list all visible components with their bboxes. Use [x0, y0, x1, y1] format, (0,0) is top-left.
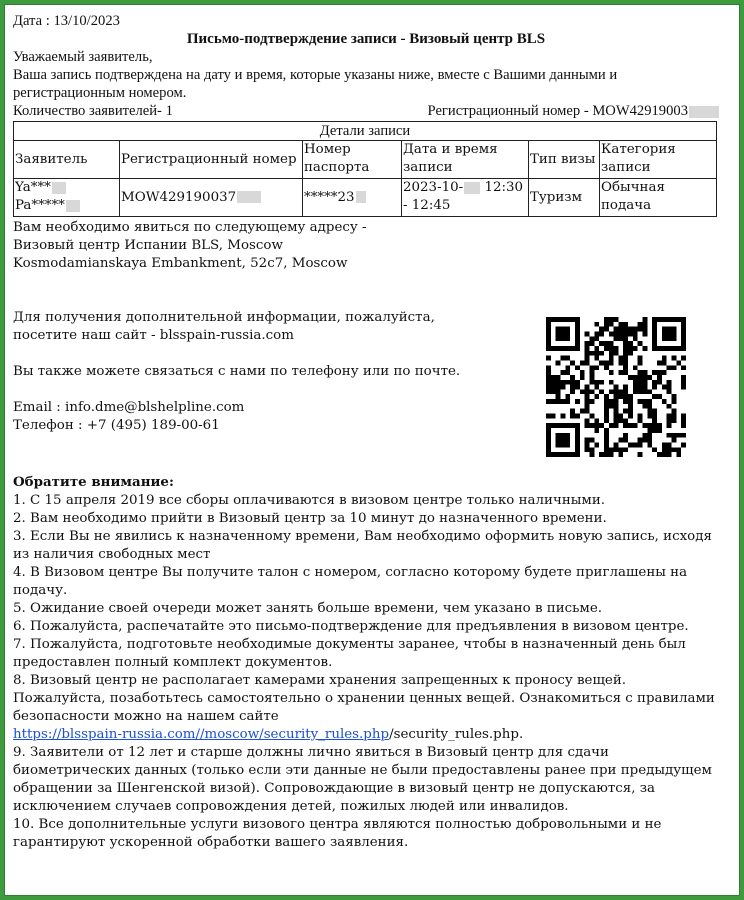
- registration-value: MOW429190037: [121, 189, 237, 205]
- applicant-count: Количество заявителей- 1: [13, 103, 173, 119]
- header-registration: Регистрационный номер: [120, 141, 303, 179]
- redaction-mark: [356, 191, 366, 203]
- note-10: 10. Все дополнительные услуги визового центра являются полностью добровольными и не гарантируют ускоренной обработки вашего заявления.: [13, 817, 662, 850]
- note-1: 1. С 15 апреля 2019 все сборы оплачиваются в визовом центре только наличными.: [13, 493, 605, 508]
- note-6: 6. Пожалуйста, распечатайте это письмо-подтверждение для предъявления в визовом центре.: [13, 619, 689, 634]
- header-passport: Номер паспорта: [303, 141, 402, 179]
- address-line-2: Kosmodamianskaya Embankment, 52c7, Moscow: [13, 256, 348, 271]
- header-applicant: Заявитель: [14, 141, 120, 179]
- summary-row: [13, 102, 719, 120]
- note-7: 7. Пожалуйста, подготовьте необходимые документы заранее, чтобы в назначенный день был предоставлен полный комплект документов.: [13, 637, 686, 670]
- redaction-mark: [689, 106, 719, 118]
- header-category: Категория записи: [600, 141, 717, 179]
- cell-visa-type: Туризм: [529, 179, 600, 217]
- passport-value: *****23: [304, 189, 355, 205]
- note-8-tail: /security_rules.php.: [389, 727, 524, 742]
- address-lead: Вам необходимо явиться по следующему адресу -: [13, 220, 367, 235]
- registration-number: [428, 102, 719, 120]
- redaction-mark: [52, 182, 66, 194]
- letter-date: Дата : 13/10/2023: [13, 13, 120, 29]
- redaction-mark: [237, 191, 261, 203]
- table-header-row: [14, 141, 717, 179]
- note-2: 2. Вам необходимо прийти в Визовый центр за 10 минут до назначенного времени.: [13, 511, 607, 526]
- contact-email: Email : info.dme@blshelpline.com: [13, 400, 245, 415]
- contact-reach-text: Вы также можете связаться с нами по телефону или по почте.: [13, 364, 461, 379]
- header-visa-type: Тип визы: [529, 141, 600, 179]
- cell-passport: [303, 179, 402, 217]
- time-start: 12:30: [484, 180, 524, 195]
- notes-heading: Обратите внимание:: [13, 474, 174, 490]
- cell-registration: [120, 179, 303, 217]
- cell-applicant: [14, 179, 120, 217]
- registration-number-text: Регистрационный номер - MOW42919003: [427, 103, 688, 119]
- note-8-text: 8. Визовый центр не располагает камерами хранения запрещенных к проносу вещей. Пожалуйста, позаботьтесь самостоятельно о хранении ценных вещей. Ознакомиться с правилами безопасности можно на нашем сайте: [13, 673, 715, 724]
- note-9: 9. Заявители от 12 лет и старше должны лично явиться в Визовый центр для сдачи биометрических данных (только если эти данные не были предоставлены ранее при предыдущем обращении за Шенгенской визой). Сопровождающие в визовый центр не допускаются, за исключением случаев сопровождения детей, пожилых людей или инвалидов.: [13, 745, 712, 814]
- note-4: 4. В Визовом центре Вы получите талон с номером, согласно которому будете приглашены на подачу.: [13, 565, 688, 598]
- greeting: Уважаемый заявитель,: [13, 49, 153, 65]
- confirmation-letter: [13, 12, 719, 890]
- security-rules-link[interactable]: https://blsspain-russia.com//moscow/security_rules.php: [13, 727, 390, 742]
- address-block: [13, 219, 719, 273]
- cell-category: Обычная подача: [600, 179, 717, 217]
- note-3: 3. Если Вы не явились к назначенному времени, Вам необходимо оформить новую запись, исходя из наличия свободных мест: [13, 529, 712, 562]
- notes-section: [13, 473, 717, 852]
- time-end: - 12:45: [403, 198, 451, 213]
- intro-text: Ваша запись подтверждена на дату и время, которые указаны ниже, вместе с Вашими данными и регистрационным номером.: [13, 67, 618, 101]
- more-info-text: Для получения дополнительной информации, пожалуйста, посетите наш сайт - blsspain-russia.com: [13, 310, 435, 343]
- appointment-details-table: [13, 121, 717, 217]
- date-value: 2023-10-: [403, 180, 464, 195]
- note-5: 5. Ожидание своей очереди может занять больше времени, чем указано в письме.: [13, 601, 603, 616]
- applicant-name-1: Ya***: [15, 180, 51, 195]
- letter-title: Письмо-подтверждение записи - Визовый центр BLS: [186, 31, 546, 47]
- contact-phone: Телефон : +7 (495) 189-00-61: [13, 418, 220, 433]
- redaction-mark: [464, 182, 480, 194]
- applicant-name-2: Pa*****: [15, 198, 65, 213]
- table-row: [14, 179, 717, 217]
- note-8: [13, 672, 717, 744]
- redaction-mark: [66, 200, 80, 212]
- table-caption: Детали записи: [14, 122, 717, 141]
- cell-datetime: [402, 179, 529, 217]
- header-datetime: Дата и время записи: [402, 141, 529, 179]
- qr-code-icon: [546, 317, 686, 457]
- address-line-1: Визовый центр Испании BLS, Moscow: [13, 238, 283, 253]
